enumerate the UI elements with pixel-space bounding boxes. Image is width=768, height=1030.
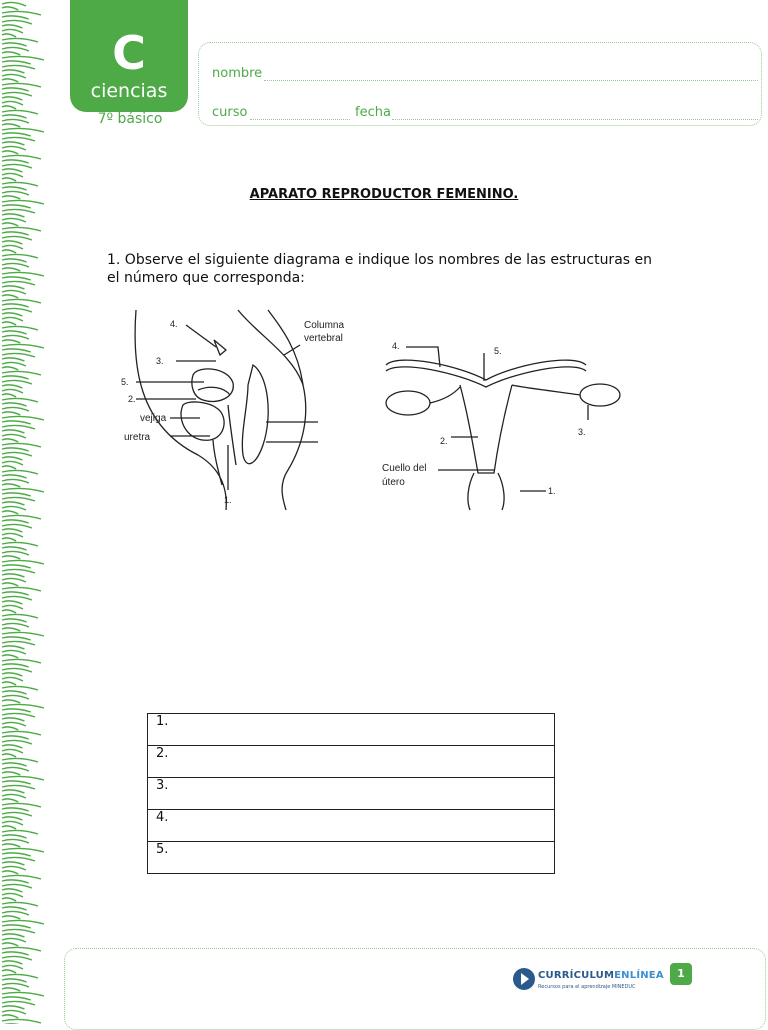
date-line[interactable]	[392, 119, 758, 120]
front-label-4: 4.	[392, 341, 400, 351]
side-label-3: 3.	[156, 356, 164, 366]
grade-label: 7º básico	[97, 111, 163, 127]
bladder-side	[181, 402, 224, 440]
uterus-front	[460, 385, 512, 473]
brand-tagline: Recursos para el aprendizaje MINEDUC	[538, 984, 636, 990]
side-label-spine: Columna	[304, 320, 345, 331]
page-number: 1	[670, 963, 692, 985]
name-label: nombre	[212, 66, 263, 81]
course-line[interactable]	[250, 119, 350, 120]
side-label-spine-2: vertebral	[304, 333, 343, 344]
right-ovary	[580, 384, 620, 406]
student-info-box	[198, 42, 762, 126]
front-label-5: 5.	[494, 346, 502, 356]
side-label-5: 5.	[121, 377, 129, 387]
body-outline-back	[238, 310, 306, 510]
answer-row	[148, 778, 555, 810]
answer-row	[148, 810, 555, 842]
name-line[interactable]	[264, 80, 758, 81]
subject-name: ciencias	[90, 80, 168, 102]
answer-row	[148, 842, 555, 874]
front-label-1: 1.	[548, 486, 556, 496]
curriculum-logo-icon	[512, 967, 536, 991]
worksheet-title: APARATO REPRODUCTOR FEMENINO.	[249, 187, 519, 202]
subject-letter: C	[112, 26, 146, 80]
side-label-4: 4.	[170, 319, 178, 329]
body-outline-front	[135, 310, 226, 510]
brand-name	[538, 970, 664, 981]
answer-cell[interactable]: 5.	[148, 842, 555, 874]
answer-cell[interactable]: 2.	[148, 746, 555, 778]
front-label-3: 3.	[578, 427, 586, 437]
fallopian-tubes	[386, 360, 586, 380]
answer-cell[interactable]: 1.	[148, 714, 555, 746]
brand-name-second: ENLÍNEA	[614, 970, 664, 981]
footer-box	[64, 948, 766, 1030]
brand-name-first: CURRÍCULUM	[538, 970, 615, 981]
answer-table	[147, 713, 555, 874]
side-label-2: 2.	[128, 394, 136, 404]
grass-border-decoration	[0, 0, 56, 1024]
answer-row	[148, 714, 555, 746]
subject-badge	[70, 0, 188, 112]
uterus-side	[192, 369, 233, 402]
front-label-cervix: Cuello del	[382, 463, 427, 474]
answer-row	[148, 746, 555, 778]
side-label-1: 1.	[224, 495, 232, 505]
left-ovary	[386, 391, 430, 415]
course-label: curso	[212, 105, 248, 120]
question-text: 1. Observe el siguiente diagrama e indique los nombres de las estructuras en el número que corresponda:	[107, 252, 653, 286]
front-label-cervix-2: útero	[382, 477, 405, 488]
reproductive-system-diagram	[118, 305, 638, 515]
side-label-bladder: vejiga	[140, 413, 167, 424]
date-label: fecha	[355, 105, 391, 120]
answer-cell[interactable]: 4.	[148, 810, 555, 842]
side-label-urethra: uretra	[124, 432, 151, 443]
front-label-2: 2.	[440, 436, 448, 446]
answer-cell[interactable]: 3.	[148, 778, 555, 810]
rectum-side	[242, 365, 268, 464]
